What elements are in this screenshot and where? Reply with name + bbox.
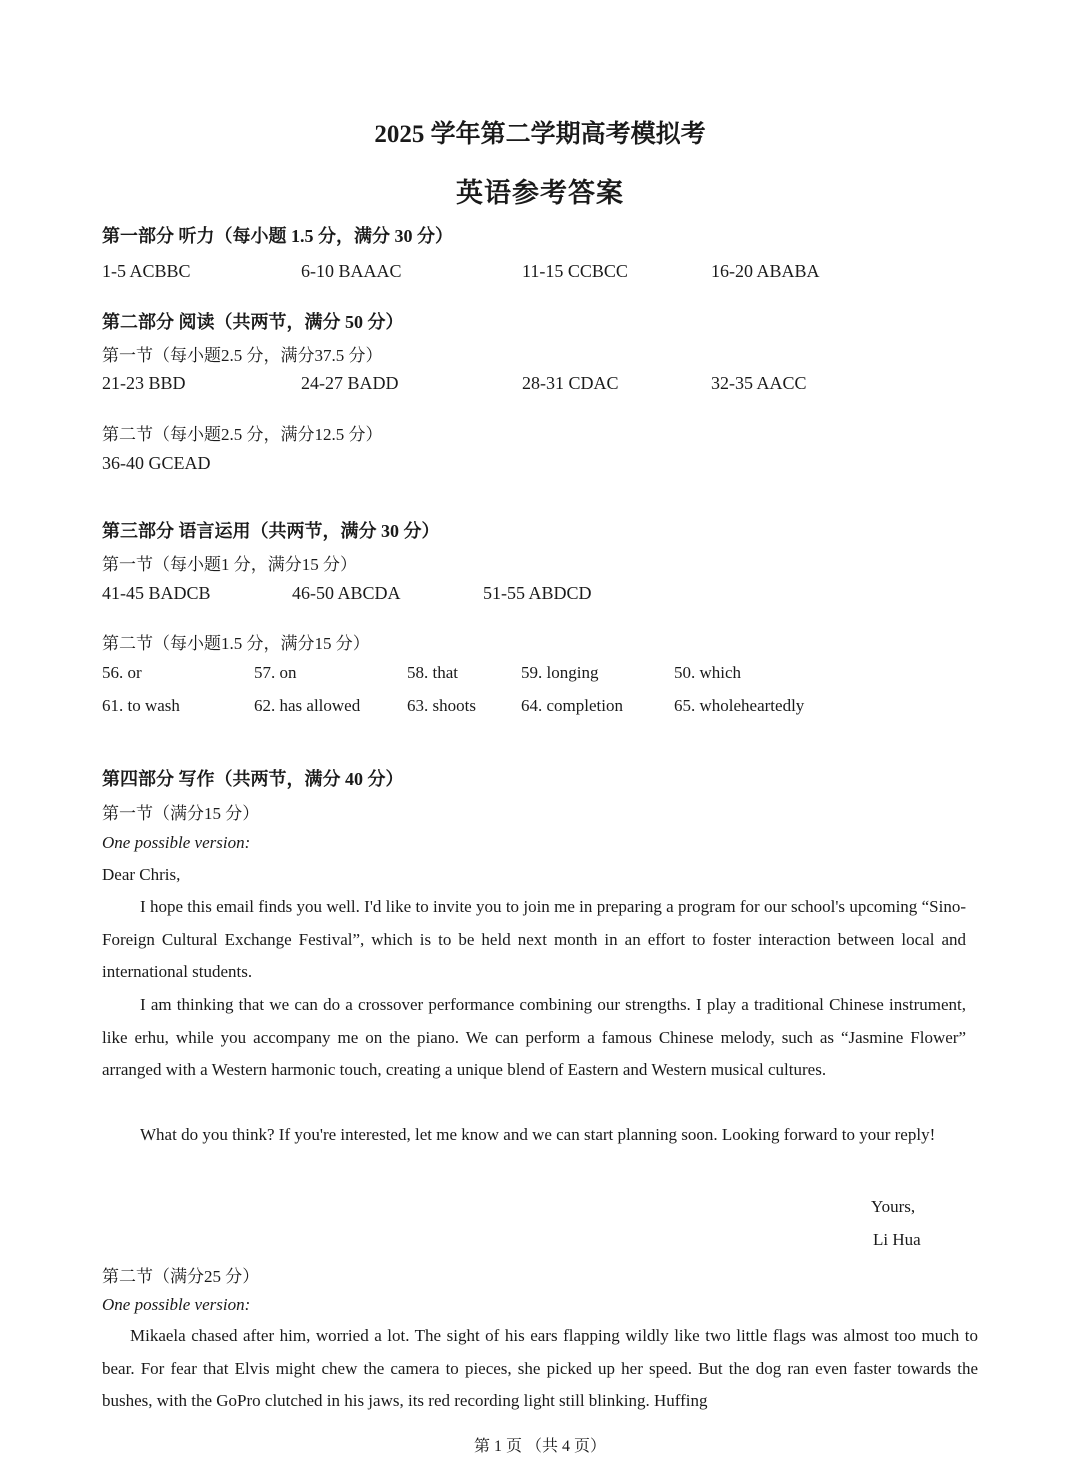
letter-paragraph: I am thinking that we can do a crossover performance combining our strengths. I play a traditional Chinese instrument, like erhu, while you accompany me on the piano. We can perform a famous Chinese melody, such as “Jasmine Flower” arranged with a Western harmonic touch, creating a unique blend of Eastern and Western musical cultures. (102, 995, 966, 1079)
version-label: One possible version: (102, 1295, 251, 1314)
answer-group: 51-55 ABDCD (483, 583, 592, 603)
answer-group: 1-5 ACBBC (102, 261, 191, 281)
fill-answer: 58. that (407, 663, 458, 682)
answer-group: 16-20 ABABA (711, 261, 820, 281)
page-footer: 第 1 页 （共 4 页） (473, 1438, 606, 1455)
letter-paragraph: I hope this email finds you well. I'd like to invite you to join me in preparing a program for our school's upcoming “Sino-Foreign Cultural Exchange Festival”, which is to be held next month in an effort to foster interaction between local and international students. (102, 897, 966, 981)
letter-signature: Li Hua (873, 1230, 921, 1249)
answer-group: 32-35 AACC (711, 373, 807, 393)
part2-heading: 第二部分 阅读（共两节，满分 50 分） (102, 312, 404, 332)
part1-heading: 第一部分 听力（每小题 1.5 分，满分 30 分） (102, 226, 453, 246)
fill-answer: 56. or (102, 663, 142, 682)
fill-answer: 50. which (674, 663, 742, 682)
fill-answer: 59. longing (521, 663, 599, 682)
letter-closing: Yours, (871, 1197, 916, 1216)
answer-group: 24-27 BADD (301, 373, 399, 393)
fill-answer: 61. to wash (102, 696, 180, 715)
part3-section1-heading: 第一节（每小题1 分，满分15 分） (102, 555, 357, 574)
story-paragraph: Mikaela chased after him, worried a lot. The sight of his ears flapping wildly like two little flags was almost too much to bear. For fear that Elvis might chew the camera to pieces, she picked up her speed. But the dog ran even faster towards the bushes, with the GoPro clutched in his jaws, its red recording light still blinking. Huffing (102, 1326, 978, 1410)
answer-group: 41-45 BADCB (102, 583, 211, 603)
part4-section2-heading: 第二节（满分25 分） (102, 1267, 260, 1286)
fill-answer: 62. has allowed (254, 696, 361, 715)
part4-section1-heading: 第一节（满分15 分） (102, 804, 260, 823)
page-title: 英语参考答案 (456, 178, 624, 208)
answer-group: 36-40 GCEAD (102, 453, 211, 473)
letter-paragraph: What do you think? If you're interested, let me know and we can start planning soon. Looking forward to your reply! (140, 1125, 936, 1144)
part2-section1-heading: 第一节（每小题2.5 分，满分37.5 分） (102, 346, 383, 365)
exam-title: 2025 学年第二学期高考模拟考 (374, 121, 706, 148)
fill-answer: 65. wholeheartedly (674, 696, 805, 715)
part4-heading: 第四部分 写作（共两节，满分 40 分） (102, 769, 404, 789)
part3-heading: 第三部分 语言运用（共两节，满分 30 分） (102, 521, 440, 541)
fill-answer: 64. completion (521, 696, 623, 715)
answer-group: 46-50 ABCDA (292, 583, 401, 603)
version-label: One possible version: (102, 833, 251, 852)
letter-salutation: Dear Chris, (102, 865, 181, 884)
answer-group: 11-15 CCBCC (522, 261, 628, 281)
fill-answer: 57. on (254, 663, 297, 682)
answer-group: 28-31 CDAC (522, 373, 619, 393)
answer-group: 21-23 BBD (102, 373, 186, 393)
fill-answer: 63. shoots (407, 696, 476, 715)
part3-section2-heading: 第二节（每小题1.5 分，满分15 分） (102, 634, 370, 653)
part2-section2-heading: 第二节（每小题2.5 分，满分12.5 分） (102, 425, 383, 444)
answer-group: 6-10 BAAAC (301, 261, 402, 281)
